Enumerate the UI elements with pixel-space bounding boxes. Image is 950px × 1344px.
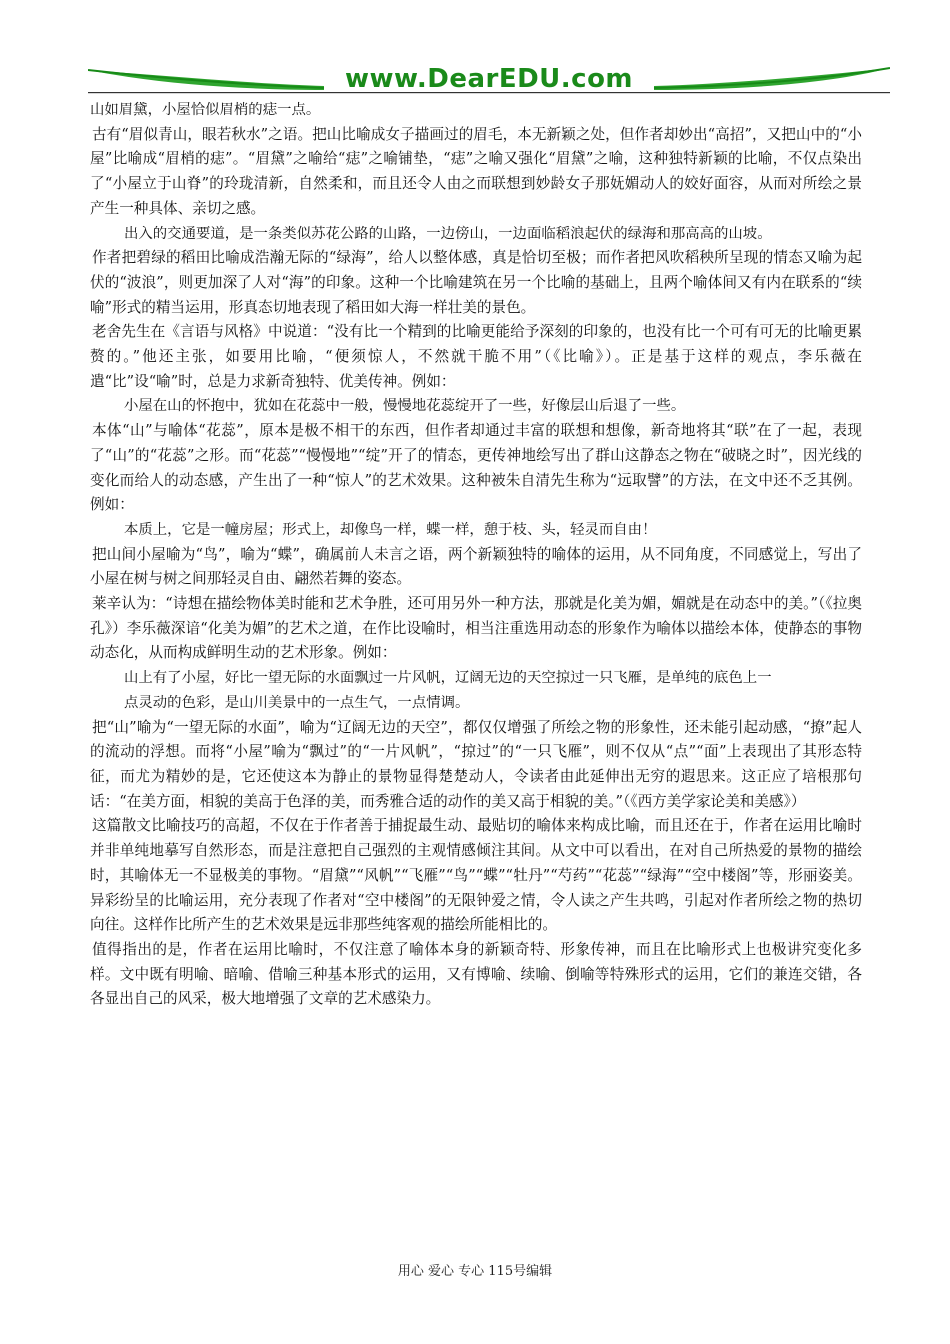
body-paragraph: 把“山”喻为“一望无际的水面”，喻为“辽阔无边的天空”，都仅仅增强了所绘之物的形象性，还未能引起动感，“撩”起人的流动的浮想。而将“小屋”喻为“飘过”的“一片风帆”，“掠过”的“一只飞雁”，则不仅从“点”“面”上表现出了其形态特征，而尤为精妙的是，它还使这本为静止的景物显得楚楚动人，令读者由此延伸出无穷的遐思来。这正应了培根那句话：“在美方面，相貌的美高于色泽的美，而秀雅合适的动作的美又高于相貌的美。”（《西方美学家论美和美感》） — [90, 718, 862, 810]
quoted-excerpt: 出入的交通要道，是一条类似苏花公路的山路，一边傍山，一边面临稻浪起伏的绿海和那高高的山坡。 — [124, 225, 772, 242]
quoted-excerpt: 山如眉黛，小屋恰似眉梢的痣一点。 — [90, 102, 321, 118]
site-logo[interactable]: www.DearEDU.com — [344, 64, 634, 94]
quoted-excerpt: 本质上，它是一幢房屋；形式上，却像鸟一样，蝶一样，憩于枝、头，轻灵而自由！ — [124, 521, 657, 538]
site-header — [88, 62, 890, 96]
article-body — [90, 98, 862, 1012]
quoted-excerpt: 小屋在山的怀抱中，犹如在花蕊中一般，慢慢地花蕊绽开了一些，好像层山后退了一些。 — [124, 398, 686, 415]
body-paragraph: 古有“眉似青山，眼若秋水”之语。把山比喻成女子描画过的眉毛，本无新颖之处，但作者却妙出“高招”，又把山中的“小屋”比喻成“眉梢的痣”。“眉黛”之喻给“痣”之喻铺垫，“痣”之喻又强化“眉黛”之喻，这种独特新颖的比喻，不仅点染出了“小屋立于山脊”的玲珑清新，自然柔和，而且还令人由之而联想到妙龄女子那妩媚动人的姣好面容，从而对所绘之景产生一种具体、亲切之感。 — [90, 125, 862, 217]
body-paragraph: 把山间小屋喻为“鸟”，喻为“蝶”，确属前人未言之语，两个新颖独特的喻体的运用，从不同角度，不同感觉上，写出了小屋在树与树之间那轻灵自由、翩然若舞的姿态。 — [90, 545, 862, 588]
quoted-excerpt: 点灵动的色彩，是山川美景中的一点生气，一点情调。 — [124, 694, 470, 711]
body-paragraph: 这篇散文比喻技巧的高超，不仅在于作者善于捕捉最生动、最贴切的喻体来构成比喻，而且还在于，作者在运用比喻时并非单纯地摹写自然形态，而是注意把自己强烈的主观情感倾注其间。从文中可以看出，在对自己所热爱的景物的描绘时，其喻体无一不显极美的事物。“眉黛”“风帆”“飞雁”“鸟”“蝶”“牡丹”“芍药”“花蕊”“绿海”“空中楼阁”等，形丽姿美。异彩纷呈的比喻运用，充分表现了作者对“空中楼阁”的无限钟爱之情，令人读之产生共鸣，引起对作者所绘之物的热切向往。这样作比所产生的艺术效果是远非那些纯客观的描绘所能相比的。 — [90, 817, 862, 934]
body-paragraph: 作者把碧绿的稻田比喻成浩瀚无际的“绿海”，给人以整体感，真是恰切至极；而作者把风吹稻秧所呈现的情态又喻为起伏的“波浪”，则更加深了人对“海”的印象。这种一个比喻建筑在另一个比喻的基础上，且两个喻体间又有内在联系的“续喻”形式的精当运用，形真态切地表现了稻田如大海一样壮美的景色。 — [90, 249, 862, 316]
body-paragraph: 莱辛认为：“诗想在描绘物体美时能和艺术争胜，还可用另外一种方法，那就是化美为媚，媚就是在动态中的美。”（《拉奥孔》）李乐薇深谙“化美为媚”的艺术之道，在作比设喻时，相当注重选用动态的形象作为喻体以描绘本体，使静态的事物动态化，从而构成鲜明生动的艺术形象。例如： — [90, 595, 862, 662]
body-paragraph: 本体“山”与喻体“花蕊”，原本是极不相干的东西，但作者却通过丰富的联想和想像，新奇地将其“联”在了一起，表现了“山”的“花蕊”之形。而“花蕊”“慢慢地”“绽”开了的情态，更传神地绘写出了群山这静态之物在“破晓之时”，因光线的变化而给人的动态感，产生出了一种“惊人”的艺术效果。这种被朱自清先生称为“远取譬”的方法，在文中还不乏其例。例如： — [90, 422, 862, 514]
body-paragraph: 老舍先生在《言语与风格》中说道：“没有比一个精到的比喻更能给予深刻的印象的，也没有比一个可有可无的比喻更累赘的。”他还主张，如要用比喻，“便须惊人，不然就干脆不用”（《比喻》）。正是基于这样的观点，李乐薇在遣“比”设“喻”时，总是力求新奇独特、优美传神。例如： — [90, 323, 862, 390]
page-footer: 用心 爱心 专心 115号编辑 — [397, 1264, 553, 1279]
quoted-excerpt: 山上有了小屋，好比一望无际的水面飘过一片风帆，辽阔无边的天空掠过一只飞雁，是单纯的底色上一 — [124, 670, 772, 687]
body-paragraph: 值得指出的是，作者在运用比喻时，不仅注意了喻体本身的新颖奇特、形象传神，而且在比喻形式上也极讲究变化多样。文中既有明喻、暗喻、借喻三种基本形式的运用，又有博喻、续喻、倒喻等特殊形式的运用，它们的兼连交错，各各显出自己的风采，极大地增强了文章的艺术感染力。 — [90, 940, 862, 1008]
